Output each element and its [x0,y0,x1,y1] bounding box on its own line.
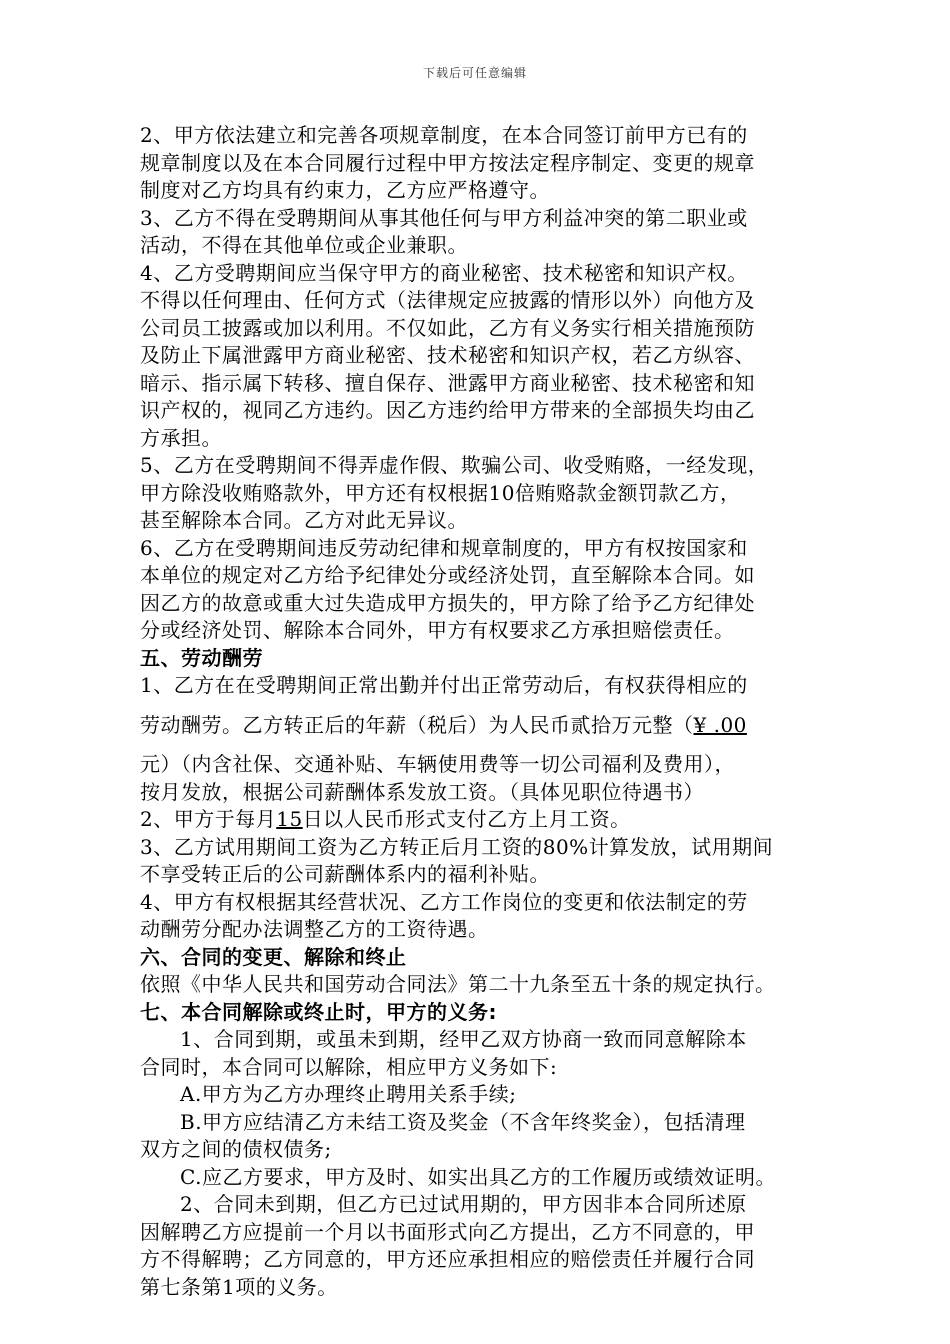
salary-line [140,712,815,740]
payday-line [140,806,815,834]
salary-text: 劳动酬劳。乙方转正后的年薪（税后）为人民币贰拾万元整（ [140,712,694,737]
text-line: 方承担。 [140,425,222,450]
pay-day: 15 [276,807,303,831]
document-body [140,122,815,1301]
section-heading: 七、本合同解除或终止时，甲方的义务: [140,999,497,1024]
text-line: 3、乙方不得在受聘期间从事其他任何与甲方利益冲突的第二职业或 [140,205,748,230]
text-line: 元）（内含社保、交通补贴、车辆使用费等一切公司福利及费用）， [140,752,735,776]
text-line: 暗示、指示属下转移、擅自保存、泄露甲方商业秘密、技术秘密和知 [140,370,755,395]
text-line: 因解聘乙方应提前一个月以书面形式向乙方提出，乙方不同意的，甲 [140,1219,755,1244]
text-line: 甲方除没收贿赂款外，甲方还有权根据10倍贿赂款金额罚款乙方， [140,480,741,505]
text-line: 3、乙方试用期间工资为乙方转正后月工资的80%计算发放，试用期间 [140,834,774,859]
text-line: 2、合同未到期，但乙方已过试用期的，甲方因非本合同所述原 [180,1192,747,1216]
text-line: 依照《中华人民共和国劳动合同法》第二十九条至五十条的规定执行。 [140,972,776,996]
text-line: 公司员工披露或加以利用。不仅如此，乙方有义务实行相关措施预防 [140,315,755,340]
text-line: 4、甲方有权根据其经营状况、乙方工作岗位的变更和依法制定的劳 [140,889,748,914]
payday-suffix: 日以人民币形式支付乙方上月工资。 [302,807,631,831]
text-line: 不得以任何理由、任何方式（法律规定应披露的情形以外）向他方及 [140,288,755,312]
header-note: 下载后可任意编辑 [422,66,527,80]
text-line: C.应乙方要求，甲方及时、如实出具乙方的工作履历或绩效证明。 [180,1164,776,1189]
text-line: 识产权的，视同乙方违约。因乙方违约给甲方带来的全部损失均由乙 [140,398,755,422]
text-line: 不享受转正后的公司薪酬体系内的福利补贴。 [140,862,550,886]
text-line: 及防止下属泄露甲方商业秘密、技术秘密和知识产权，若乙方纵容、 [140,343,755,367]
text-line: 第七条第1项的义务。 [140,1274,338,1299]
text-line: B.甲方应结清乙方未结工资及奖金（不含年终奖金），包括清理 [180,1109,746,1134]
text-line: 分或经济处罚、解除本合同外，甲方有权要求乙方承担赔偿责任。 [140,618,735,642]
text-line: A.甲方为乙方办理终止聘用关系手续; [180,1082,517,1106]
text-line: 6、乙方在受聘期间违反劳动纪律和规章制度的，甲方有权按国家和 [140,535,748,560]
salary-amount: ¥ .00 [693,712,747,737]
text-line: 甚至解除本合同。乙方对此无异议。 [140,508,468,532]
text-line: 动酬劳分配办法调整乙方的工资待遇。 [140,917,489,941]
text-line: 方不得解聘；乙方同意的，甲方还应承担相应的赔偿责任并履行合同 [140,1247,755,1271]
text-line: 合同时，本合同可以解除，相应甲方义务如下: [140,1054,558,1079]
text-line: 制度对乙方均具有约束力，乙方应严格遵守。 [140,178,550,202]
text-line: 因乙方的故意或重大过失造成甲方损失的，甲方除了给予乙方纪律处 [140,590,755,615]
text-line: 本单位的规定对乙方给予纪律处分或经济处罚，直至解除本合同。如 [140,563,755,587]
text-line: 双方之间的债权债务; [140,1137,332,1161]
payday-prefix: 2、甲方于每月 [140,807,277,831]
section-heading: 六、合同的变更、解除和终止 [140,944,407,969]
section-heading: 五、劳动酬劳 [140,645,263,670]
text-line: 2、甲方依法建立和完善各项规章制度，在本合同签订前甲方已有的 [140,123,748,147]
text-line: 4、乙方受聘期间应当保守甲方的商业秘密、技术秘密和知识产权。 [140,260,748,285]
text-line: 规章制度以及在本合同履行过程中甲方按法定程序制定、变更的规章 [140,150,755,175]
text-line: 1、合同到期，或虽未到期，经甲乙双方协商一致而同意解除本 [180,1027,747,1051]
text-line: 5、乙方在受聘期间不得弄虚作假、欺骗公司、收受贿赂，一经发现， [140,453,769,477]
text-line: 活动，不得在其他单位或企业兼职。 [140,233,468,257]
text-line: 按月发放，根据公司薪酬体系发放工资。（具体见职位待遇书） [140,779,704,804]
text-line: 1、乙方在在受聘期间正常出勤并付出正常劳动后，有权获得相应的 [140,673,748,697]
